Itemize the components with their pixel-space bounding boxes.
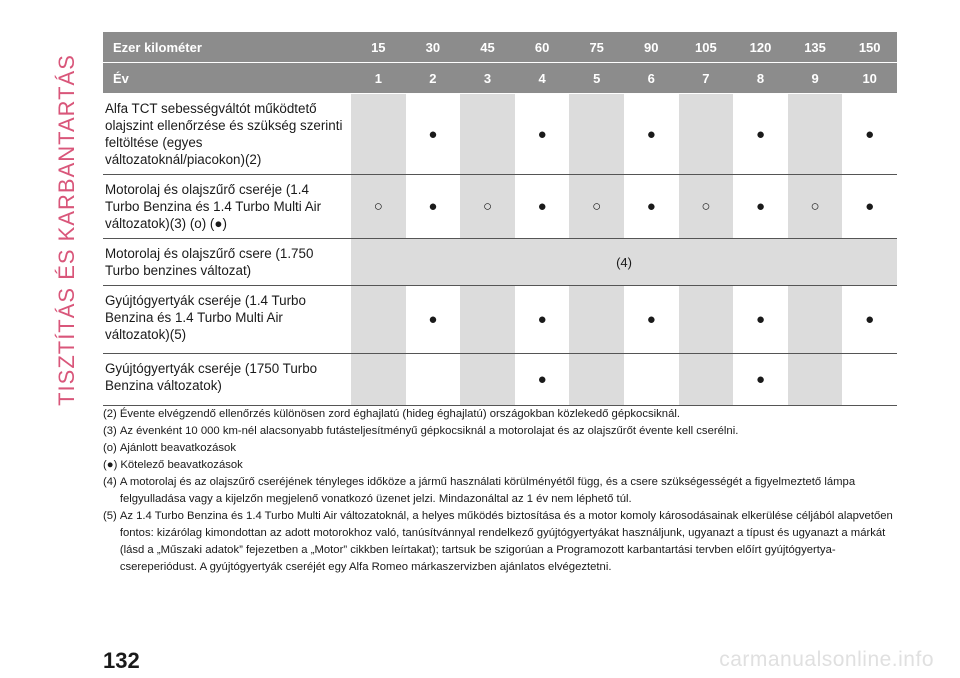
footnotes (103, 406, 897, 576)
km-header-value: 90 (624, 32, 679, 63)
mandatory-mark: ● (537, 371, 547, 388)
schedule-cell (515, 286, 570, 354)
km-header-value: 135 (788, 32, 843, 63)
schedule-cell (679, 354, 734, 406)
schedule-cell (624, 286, 679, 354)
footnote-text: Az évenként 10 000 km-nél alacsonyabb futásteljesítményű gépkocsiknál a motorolajat és az olajszűrőt évente kell cserélni. (119, 425, 739, 437)
schedule-cell (351, 286, 406, 354)
schedule-cell (733, 354, 788, 406)
schedule-cell (460, 354, 515, 406)
mandatory-mark: ● (865, 311, 875, 328)
schedule-body (103, 94, 897, 406)
schedule-cell (733, 175, 788, 239)
schedule-cell (842, 175, 897, 239)
schedule-cell (515, 94, 570, 175)
mandatory-mark: ● (755, 125, 765, 143)
schedule-row (103, 286, 897, 354)
schedule-cell (788, 94, 843, 175)
mandatory-mark: ● (755, 198, 765, 215)
year-header-value: 5 (569, 63, 624, 94)
schedule-cell (569, 94, 624, 175)
mandatory-mark: ● (865, 198, 875, 215)
schedule-cell (460, 94, 515, 175)
schedule-cell (624, 354, 679, 406)
schedule-cell (842, 286, 897, 354)
footnote (103, 457, 897, 474)
schedule-cell (406, 94, 461, 175)
mandatory-mark: ● (865, 125, 875, 143)
footnote (103, 440, 897, 457)
year-header-value: 8 (733, 63, 788, 94)
km-header-value: 120 (733, 32, 788, 63)
schedule-row-merged-note: (4) (351, 239, 897, 286)
km-header-value: 45 (460, 32, 515, 63)
footnote (103, 508, 897, 576)
mandatory-mark: ● (755, 371, 765, 388)
schedule-cell (515, 354, 570, 406)
schedule-cell (788, 286, 843, 354)
year-header-value: 1 (351, 63, 406, 94)
footnote (103, 406, 897, 423)
km-header-value: 15 (351, 32, 406, 63)
footnote-key: (●) (103, 459, 118, 471)
schedule-cell (515, 175, 570, 239)
km-header-value: 105 (679, 32, 734, 63)
footnote (103, 423, 897, 440)
recommended-mark: ○ (810, 198, 820, 215)
schedule-row-description: Gyújtógyertyák cseréje (1750 Turbo Benzina változatok) (103, 354, 351, 406)
km-header-value: 150 (842, 32, 897, 63)
year-header-value: 2 (406, 63, 461, 94)
schedule-row-description: Motorolaj és olajszűrő cseréje (1.4 Turbo Benzina és 1.4 Turbo Multi Air változatok)(3) (o) (●) (103, 175, 351, 239)
footnote-key: (5) (103, 510, 117, 522)
schedule-cell (569, 175, 624, 239)
mandatory-mark: ● (537, 311, 547, 328)
schedule-cell (624, 94, 679, 175)
schedule-cell (351, 94, 406, 175)
km-header-label: Ezer kilométer (103, 32, 351, 63)
mandatory-mark: ● (537, 125, 547, 143)
km-header-row (103, 32, 897, 63)
schedule-cell (406, 175, 461, 239)
recommended-mark: ○ (373, 198, 383, 215)
schedule-cell (788, 354, 843, 406)
schedule-row-description: Gyújtógyertyák cseréje (1.4 Turbo Benzina és 1.4 Turbo Multi Air változatok)(5) (103, 286, 351, 354)
page-number: 132 (103, 648, 140, 673)
schedule-row-description: Motorolaj és olajszűrő csere (1.750 Turbo benzines változat) (103, 239, 351, 286)
schedule-cell (406, 286, 461, 354)
year-header-value: 6 (624, 63, 679, 94)
footnote-key: (3) (103, 425, 117, 437)
year-header-row (103, 63, 897, 94)
schedule-cell (351, 175, 406, 239)
year-header-value: 4 (515, 63, 570, 94)
footnote-key: (4) (103, 476, 117, 488)
watermark-text: carmanualsonline.info (719, 648, 934, 671)
mandatory-mark: ● (428, 198, 438, 215)
mandatory-mark: ● (646, 125, 656, 143)
year-header-label: Év (103, 63, 351, 94)
schedule-row-description: Alfa TCT sebességváltót működtető olajszint ellenőrzése és szükség szerinti feltöltése (egyes változatoknál/piacokon)(2) (103, 94, 351, 175)
mandatory-mark: ● (428, 125, 438, 143)
schedule-cell (733, 94, 788, 175)
km-header-value: 30 (406, 32, 461, 63)
mandatory-mark: ● (646, 198, 656, 215)
schedule-cell (569, 354, 624, 406)
schedule-cell (679, 94, 734, 175)
footnote-key: (o) (103, 442, 117, 454)
schedule-cell (624, 175, 679, 239)
footnote-key: (2) (103, 408, 117, 420)
footnote-text: Ajánlott beavatkozások (119, 442, 236, 454)
footnote-text: Évente elvégzendő ellenőrzés különösen zord éghajlatú (hideg éghajlatú) országokban közlekedő gépkocsiknál. (119, 408, 681, 420)
year-header-value: 9 (788, 63, 843, 94)
schedule-cell (569, 286, 624, 354)
year-header-value: 10 (842, 63, 897, 94)
schedule-cell (842, 94, 897, 175)
recommended-mark: ○ (482, 198, 493, 215)
schedule-cell (406, 354, 461, 406)
schedule-cell (351, 354, 406, 406)
schedule-cell (460, 286, 515, 354)
recommended-mark: ○ (592, 198, 602, 215)
schedule-cell (460, 175, 515, 239)
footnote-text: Az 1.4 Turbo Benzina és 1.4 Turbo Multi Air változatoknál, a helyes működés biztosítása és a motor komoly károsodásainak elkerülése céljából alapvetően fontos: kizárólag kimondottan az adott motorokhoz való, tanúsítvánnyal rendelkező gyújtógyertyákat használjunk, ugyanazt a típust és ugyanazt a márkát (lásd a „Műszaki adatok” fejezetben a „Motor” cikkben leírtakat); tartsuk be szigorúan a Programozott karbantartási tervben előírt gyújtógyertya-csereperiódust. A gyújtógyertyák cseréjét egy Alfa Romeo márkaszervizben ajánlatos elvégeztetni. (119, 510, 893, 573)
footnote-text: Kötelező beavatkozások (120, 459, 243, 471)
mandatory-mark: ● (646, 311, 656, 328)
year-header-value: 3 (460, 63, 515, 94)
section-side-title (52, 40, 82, 420)
schedule-row (103, 94, 897, 175)
year-header-value: 7 (679, 63, 734, 94)
schedule-row (103, 175, 897, 239)
mandatory-mark: ● (428, 311, 438, 328)
maintenance-schedule-table (103, 32, 897, 406)
mandatory-mark: ● (537, 198, 547, 215)
km-header-value: 75 (569, 32, 624, 63)
mandatory-mark: ● (755, 311, 765, 328)
schedule-cell (788, 175, 843, 239)
recommended-mark: ○ (701, 198, 711, 215)
schedule-row (103, 354, 897, 406)
schedule-cell (679, 175, 734, 239)
schedule-cell (842, 354, 897, 406)
footnote-text: A motorolaj és az olajszűrő cseréjének tényleges időköze a jármű használati körülményétől függ, és a csere szükségességét a figyelmeztető lámpa felgyulladása vagy a kijelzőn megjelenő vonatkozó üzenet jelzi. Mindazonáltal az 1 év nem léphető túl. (119, 476, 856, 505)
schedule-cell (679, 286, 734, 354)
schedule-row (103, 239, 897, 286)
km-header-value: 60 (515, 32, 570, 63)
section-side-title-text: TISZTÍTÁS ÉS KARBANTARTÁS (54, 54, 79, 406)
schedule-cell (733, 286, 788, 354)
footnote (103, 474, 897, 508)
